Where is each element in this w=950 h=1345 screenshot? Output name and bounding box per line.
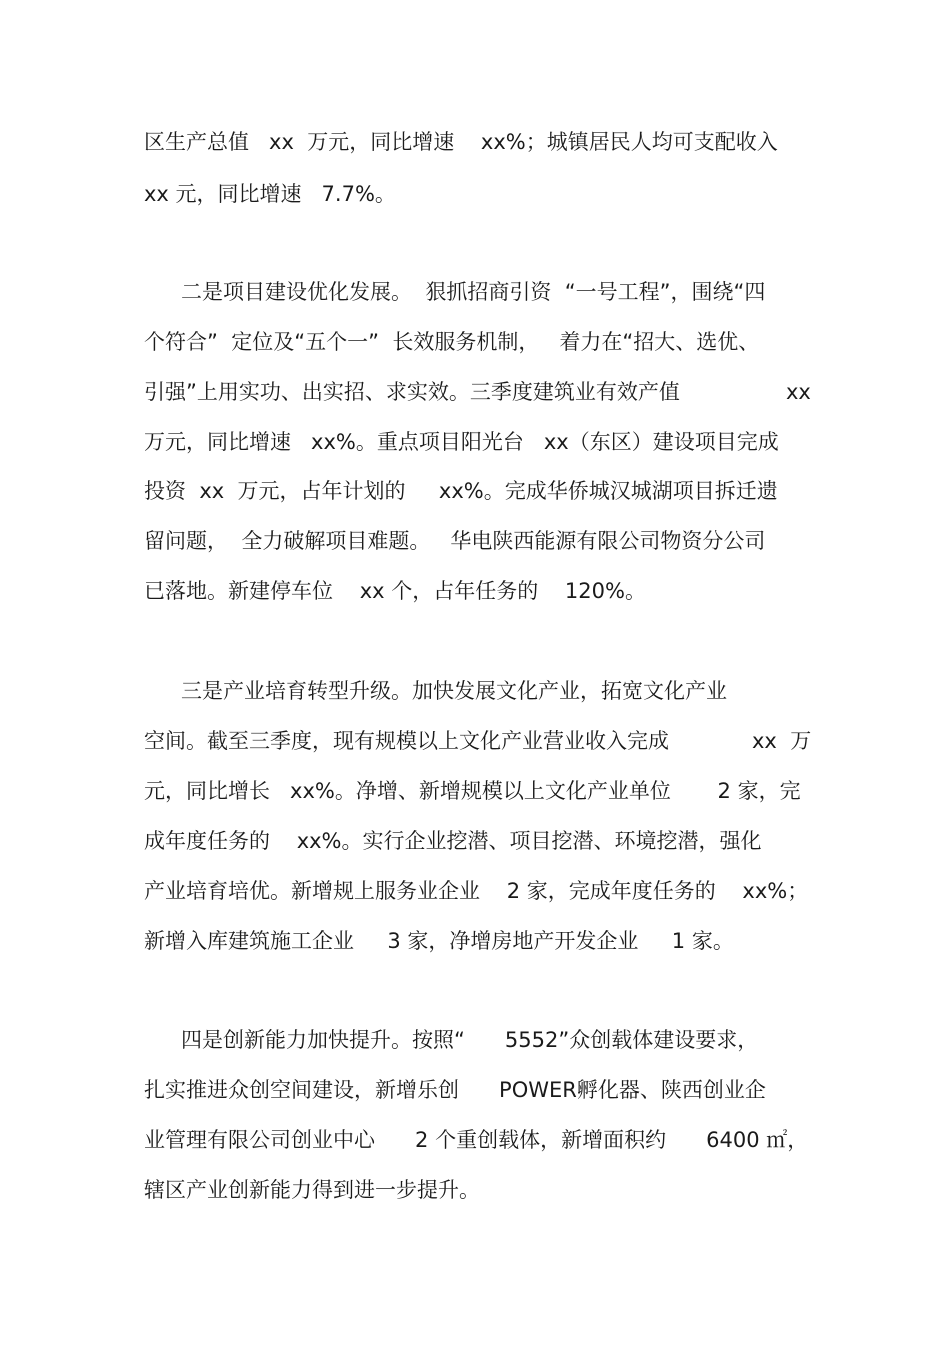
paragraph-line: 业管理有限公司创业中心 2 个重创载体，新增面积约 6400 ㎡， [144,1128,809,1152]
paragraph-line: 投资 xx 万元，占年计划的 xx%。完成华侨城汉城湖项目拆迁遗 [144,479,778,503]
paragraph-line: 引强”上用实功、出实招、求实效。三季度建筑业有效产值 [144,380,680,404]
paragraph-line: 二是项目建设优化发展。 狠抓招商引资 “一号工程”，围绕“四 [181,280,766,304]
paragraph-line: 辖区产业创新能力得到进一步提升。 [144,1178,480,1202]
paragraph-line: 区生产总值 xx 万元，同比增速 xx%；城镇居民人均可支配收入 [144,130,778,154]
paragraph-line: 产业培育培优。新增规上服务业企业 2 家，完成年度任务的 xx%； [144,879,809,903]
paragraph-line: 万元，同比增速 xx%。重点项目阳光台 xx（东区）建设项目完成 [144,430,779,454]
paragraph-line: 新增入库建筑施工企业 3 家，净增房地产开发企业 1 家。 [144,929,734,953]
paragraph-line: 留问题， 全力破解项目难题。 华电陕西能源有限公司物资分公司 [144,529,766,553]
paragraph-line: 空间。截至三季度，现有规模以上文化产业营业收入完成 [144,729,669,753]
paragraph-line: 已落地。新建停车位 xx 个，占年任务的 120%。 [144,579,646,603]
paragraph-line: 四是创新能力加快提升。按照“ 5552”众创载体建设要求， [181,1028,759,1052]
paragraph-line: 三是产业培育转型升级。加快发展文化产业，拓宽文化产业 [181,679,727,703]
paragraph-line: 个符合” 定位及“五个一” 长效服务机制， 着力在“招大、选优、 [144,330,760,354]
paragraph-line: 扎实推进众创空间建设，新增乐创 POWER孵化器、陕西创业企 [144,1078,766,1102]
trailing-value: xx 万 [752,729,812,753]
paragraph-line: xx 元，同比增速 7.7%。 [144,182,396,206]
trailing-value: xx [786,380,811,404]
paragraph-line: 成年度任务的 xx%。实行企业挖潜、项目挖潜、环境挖潜，强化 [144,829,762,853]
paragraph-line: 元，同比增长 xx%。净增、新增规模以上文化产业单位 2 家，完 [144,779,801,803]
